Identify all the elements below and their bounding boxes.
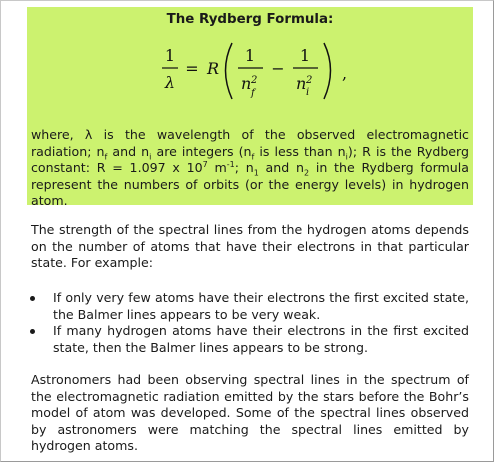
rydberg-formula-box — [27, 7, 473, 209]
bullet-list — [28, 290, 469, 356]
formula-trailing-comma: , — [342, 64, 348, 83]
equals-sign: = — [185, 59, 199, 78]
rydberg-formula-equation — [31, 39, 469, 113]
term2-superscript: 2 — [306, 75, 313, 86]
term2-denominator: n — [296, 74, 307, 93]
left-parenthesis — [226, 43, 233, 99]
bullet-dot-icon — [30, 329, 35, 334]
rydberg-constant-symbol: R — [206, 59, 220, 78]
formula-title: The Rydberg Formula: — [166, 12, 334, 27]
term2-numerator: 1 — [299, 46, 311, 65]
list-item: If only very few atoms have their electrons the first excited state, the Balmer lines appears to be very weak. — [28, 290, 469, 323]
term2-subscript: i — [306, 87, 310, 98]
lhs-denominator: λ — [164, 73, 176, 92]
term1-superscript: 2 — [251, 75, 258, 86]
paragraph-strength: The strength of the spectral lines from the hydrogen atoms depends on the number of atoms that have their electrons in that particular state. For example: — [31, 222, 469, 271]
right-parenthesis — [324, 43, 331, 99]
formula-definition: where, λ is the wavelength of the observed electromagnetic radiation; $n_f$ and $n_i$ are integers ($n_f$ is less than $n_i$); R is the Rydberg constant: R = 1.097 x $10^7$ $m^{-1}$; $n_1$ and $n_2$ in the Rydberg formula represent the numbers of orbits (or the energy levels) in hydrogen atom. — [31, 127, 470, 209]
paragraph-astronomers: Astronomers had been observing spectral lines in the spectrum of the electromagnetic radiation emitted by the stars before the Bohr’s model of atom was developed. Some of the spectral lines observed by astronomers were matching the spectral lines emitted by hydrogen atoms. — [31, 372, 469, 454]
term1-subscript: f — [251, 88, 255, 99]
bullet-dot-icon — [30, 296, 35, 301]
minus-sign: − — [271, 59, 285, 78]
term1-numerator: 1 — [244, 46, 256, 65]
list-item: If many hydrogen atoms have their electrons in the first excited state, then the Balmer lines appears to be strong. — [28, 323, 469, 356]
term1-denominator: n — [241, 74, 252, 93]
lhs-numerator: 1 — [164, 46, 176, 65]
